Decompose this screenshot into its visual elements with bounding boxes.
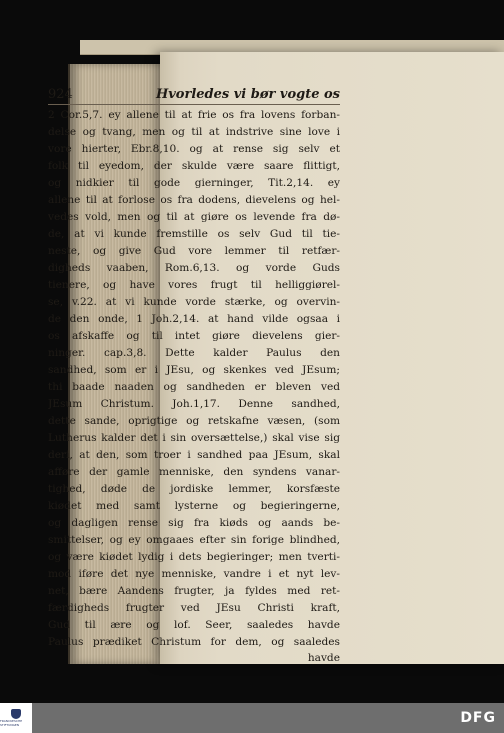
text-line: digheds vaaben, Rom.6,13. og vorde Guds — [48, 262, 340, 274]
text-line: mod iføre det nye menniske, vandre i et nyt lev- — [48, 568, 340, 580]
text-line: de, at vi kunde fremstille os selv Gud til tie- — [48, 228, 340, 240]
text-line: deri, at den, som troer i sandhed paa JEsum, skal — [48, 449, 340, 461]
library-name: FRANCKESCHE STIFTUNGEN — [0, 718, 23, 727]
text-line: færdigheds frugter ved JEsu Christi kraft, — [48, 602, 340, 614]
text-line: kiødet med samt lysterne og begieringerne, — [48, 500, 340, 512]
text-line: de den onde, 1 Joh.2,14. at hand vilde ogsaa i — [48, 313, 340, 325]
text-line: smittelser, og ey omgaaes efter sin forige blindhed, — [48, 534, 340, 546]
text-line: ninger. cap.3,8. Dette kalder Paulus den — [48, 347, 340, 359]
text-line: og dagligen rense sig fra kiøds og aands be- — [48, 517, 340, 529]
text-line: Lutherus kalder det i sin oversættelse,) skal vise sig — [48, 432, 340, 444]
text-line: thi baade naaden og sandheden er bleven ved — [48, 381, 340, 393]
text-line: os afskaffe og til intet giøre dievelens gier- — [48, 330, 340, 342]
text-line: Paulus prædiket Christum for dem, og saaledes — [48, 636, 340, 648]
text-line: Gud til ære og lof. Seer, saaledes havde — [48, 619, 340, 631]
text-line: tighed, døde de jordiske lemmer, korsfæste — [48, 483, 340, 495]
text-line: net, bære Aandens frugter, ja fyldes med ret- — [48, 585, 340, 597]
text-line: vore hierter, Ebr.8,10. og at rense sig selv et — [48, 143, 340, 155]
text-line: 2 Cor.5,7. ey allene til at frie os fra lovens forban- — [48, 109, 340, 121]
text-line: folk til eyedom, der skulde være saare flittigt, — [48, 160, 340, 172]
text-line: afføre der gamle menniske, den syndens vanar- — [48, 466, 340, 478]
running-head: Hvorledes vi bør vogte os — [155, 87, 340, 102]
text-line: tienere, og have vores frugt til helliggiørel- — [48, 279, 340, 291]
text-line: sandhed, som er i JEsu, og skenkes ved JEsum; — [48, 364, 340, 376]
text-line: og være kiødet lydig i dets begieringer; men tverti- — [48, 551, 340, 563]
body-text — [48, 107, 340, 651]
viewer-footer — [0, 703, 504, 733]
page-number: 924 — [48, 87, 73, 102]
text-block — [48, 86, 340, 666]
catchword: havde — [307, 652, 340, 664]
library-logo — [0, 703, 32, 733]
dfg-logo: DFG — [460, 710, 496, 726]
text-line: vedes vold, men og til at giøre os levende fra dø- — [48, 211, 340, 223]
text-line: allene til at forlose os fra dodens, dievelens og hel- — [48, 194, 340, 206]
text-line: og nidkier til gode gierninger, Tit.2,14. ey — [48, 177, 340, 189]
library-crest-icon — [11, 709, 21, 719]
page-header — [48, 86, 340, 105]
text-line: delse og tvang, men og til at indstrive sine love i — [48, 126, 340, 138]
text-line: neste, og give Gud vore lemmer til retfær- — [48, 245, 340, 257]
text-line: se, v.22. at vi kunde vorde stærke, og overvin- — [48, 296, 340, 308]
text-line: dette sande, oprigtige og retskafne væsen, (som — [48, 415, 340, 427]
text-line: JEsum Christum. Joh.1,17. Denne sandhed, — [48, 398, 340, 410]
